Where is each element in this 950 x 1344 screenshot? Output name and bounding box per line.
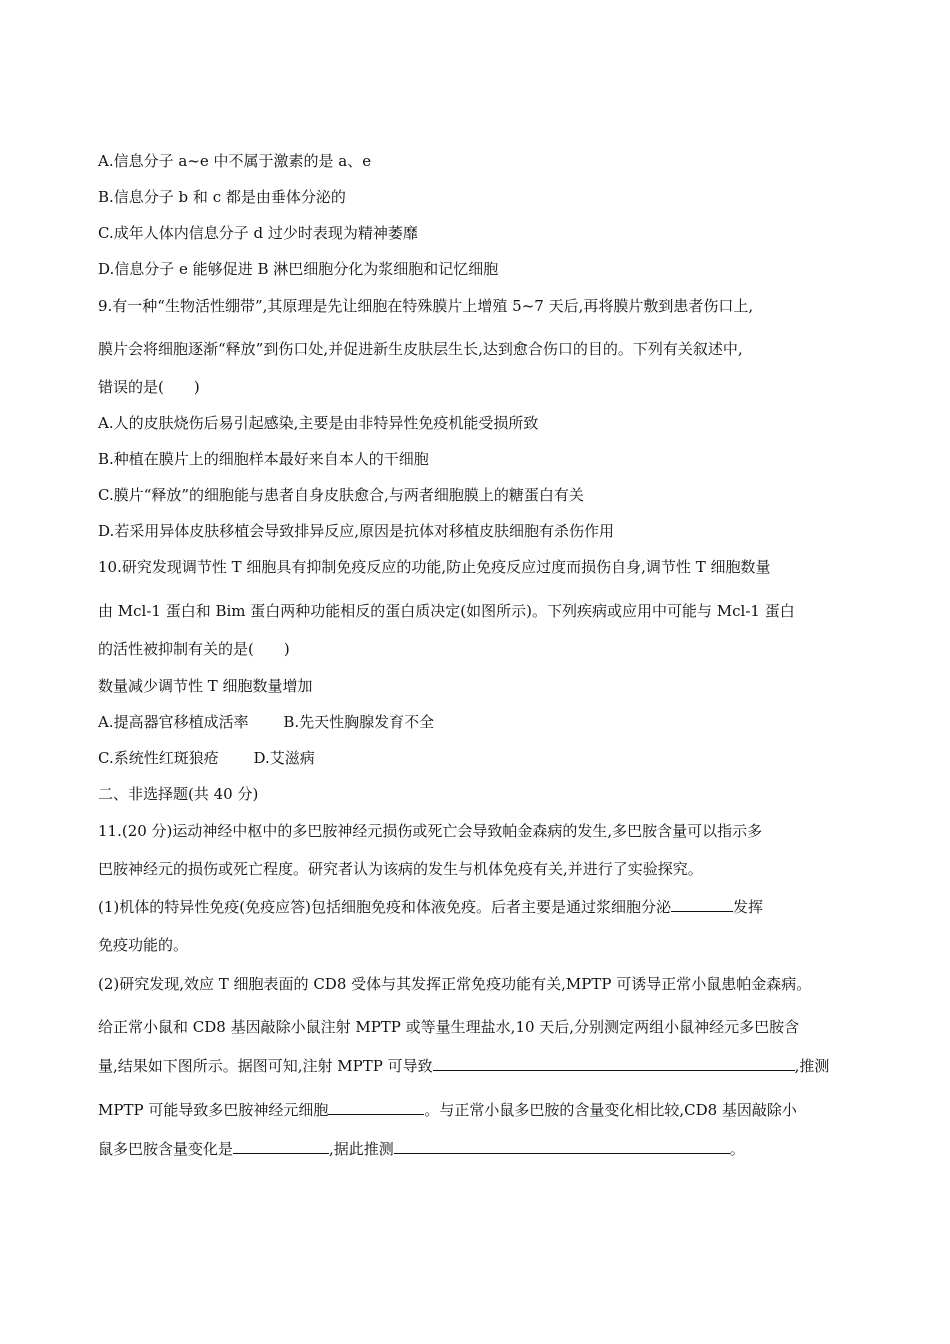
- q9-stem-line-1: 9.有一种“生物活性绷带”,其原理是先让细胞在特殊膜片上增殖 5~7 天后,再将膜片敷到患者伤口上,: [98, 297, 754, 315]
- q11-part-2-text-e: 鼠多巴胺含量变化是: [98, 1140, 234, 1158]
- q9-option-a: A.人的皮肤烧伤后易引起感染,主要是由非特异性免疫机能受损所致: [98, 414, 539, 432]
- q8-option-a: A.信息分子 a~e 中不属于激素的是 a、e: [98, 152, 372, 170]
- q11-part-1-text-end: 发挥: [732, 898, 763, 916]
- q11-part-2-text-b: ,推测: [794, 1057, 830, 1075]
- q11-stem-line-1: 11.(20 分)运动神经中枢中的多巴胺神经元损伤或死亡会导致帕金森病的发生,多巴胺含量可以指示多: [98, 822, 763, 840]
- q11-part-2-line-1: (2)研究发现,效应 T 细胞表面的 CD8 受体与其发挥正常免疫功能有关,MPTP 可诱导正常小鼠患帕金森病。: [98, 975, 812, 993]
- q11-part-2-text-a: 量,结果如下图所示。据图可知,注射 MPTP 可导致: [98, 1057, 433, 1075]
- answer-blank-5[interactable]: [394, 1139, 730, 1154]
- q11-part-2-line-5: [98, 1139, 745, 1159]
- answer-blank-1[interactable]: [671, 897, 733, 912]
- q9-stem-line-3: 错误的是( ): [98, 378, 200, 396]
- q10-figure-text: 数量减少调节性 T 细胞数量增加: [98, 677, 313, 695]
- q10-options-cd: C.系统性红斑狼疮 D.艾滋病: [98, 749, 315, 767]
- q11-stem-line-2: 巴胺神经元的损伤或死亡程度。研究者认为该病的发生与机体免疫有关,并进行了实验探究。: [98, 860, 703, 878]
- q10-options-ab: A.提高器官移植成活率 B.先天性胸腺发育不全: [98, 713, 435, 731]
- q9-option-c: C.膜片“释放”的细胞能与患者自身皮肤愈合,与两者细胞膜上的糖蛋白有关: [98, 486, 584, 504]
- q10-stem-line-2: 由 Mcl-1 蛋白和 Bim 蛋白两种功能相反的蛋白质决定(如图所示)。下列疾病或应用中可能与 Mcl-1 蛋白: [98, 602, 795, 620]
- q11-part-1-line-1: [98, 897, 763, 917]
- q10-stem-line-3: 的活性被抑制有关的是( ): [98, 640, 290, 658]
- section-heading: 二、非选择题(共 40 分): [98, 785, 259, 803]
- q11-part-2-text-c: MPTP 可能导致多巴胺神经元细胞: [98, 1101, 329, 1119]
- q11-part-2-line-2: 给正常小鼠和 CD8 基因敲除小鼠注射 MPTP 或等量生理盐水,10 天后,分别测定两组小鼠神经元多巴胺含: [98, 1018, 800, 1036]
- q11-part-1-line-2: 免疫功能的。: [98, 936, 189, 954]
- q11-part-2-text-f: ,据此推测: [329, 1140, 394, 1158]
- answer-blank-2[interactable]: [433, 1056, 795, 1071]
- q11-part-2-line-3: [98, 1056, 829, 1076]
- q8-option-b: B.信息分子 b 和 c 都是由垂体分泌的: [98, 188, 346, 206]
- q9-option-b: B.种植在膜片上的细胞样本最好来自本人的干细胞: [98, 450, 429, 468]
- q10-stem-line-1: 10.研究发现调节性 T 细胞具有抑制免疫反应的功能,防止免疫反应过度而损伤自身,调节性 T 细胞数量: [98, 558, 771, 576]
- q8-option-d: D.信息分子 e 能够促进 B 淋巴细胞分化为浆细胞和记忆细胞: [98, 260, 499, 278]
- answer-blank-4[interactable]: [233, 1139, 329, 1154]
- q11-part-2-line-4: [98, 1100, 797, 1120]
- q9-stem-line-2: 膜片会将细胞逐渐“释放”到伤口处,并促进新生皮肤层生长,达到愈合伤口的目的。下列有关叙述中,: [98, 340, 743, 358]
- q9-option-d: D.若采用异体皮肤移植会导致排异反应,原因是抗体对移植皮肤细胞有杀伤作用: [98, 522, 615, 540]
- answer-blank-3[interactable]: [328, 1100, 424, 1115]
- q11-part-1-text: (1)机体的特异性免疫(免疫应答)包括细胞免疫和体液免疫。后者主要是通过浆细胞分泌: [98, 898, 671, 916]
- q8-option-c: C.成年人体内信息分子 d 过少时表现为精神萎靡: [98, 224, 418, 242]
- q11-part-2-text-g: 。: [729, 1140, 745, 1158]
- q11-part-2-text-d: 。与正常小鼠多巴胺的含量变化相比较,CD8 基因敲除小: [424, 1101, 797, 1119]
